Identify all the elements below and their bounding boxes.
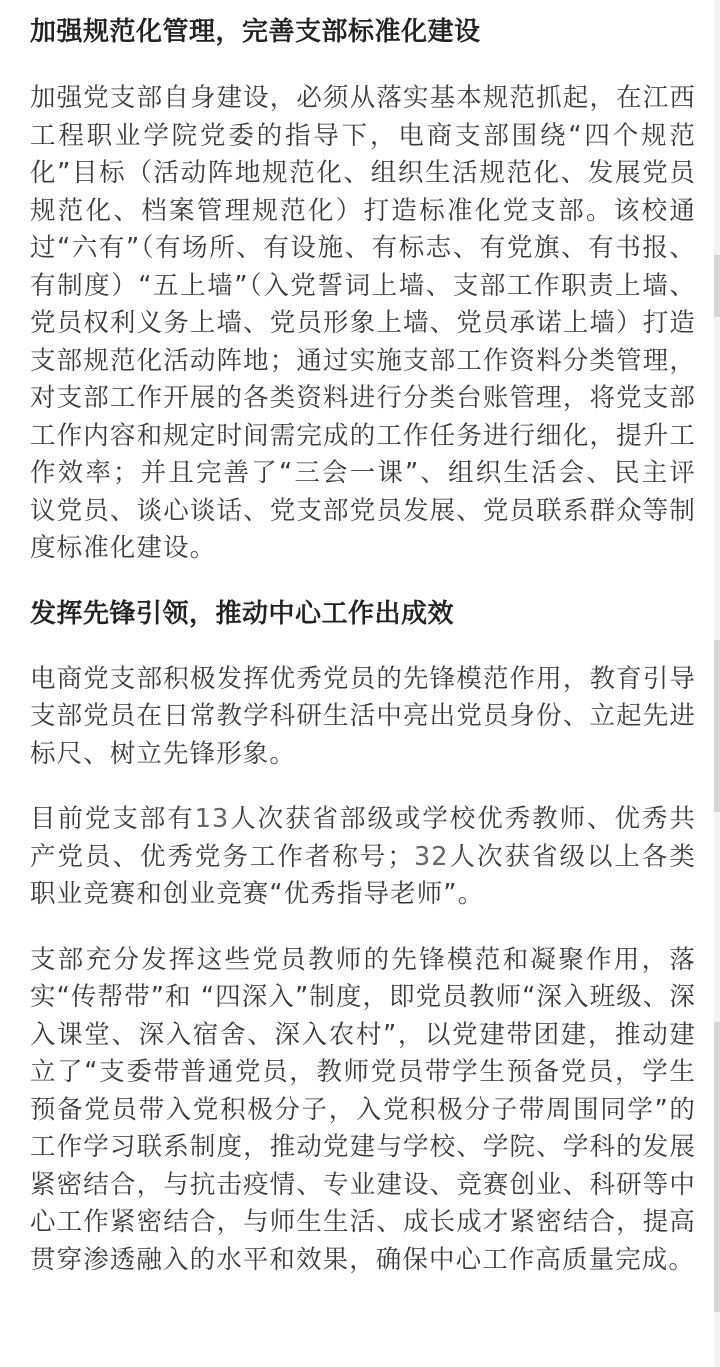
scrollbar-segment (714, 255, 720, 317)
section-heading-vanguard: 发挥先锋引领，推动中心工作出成效 (30, 598, 455, 629)
awards-text-c: 人次获省级以上各类职业竞赛和创业竞赛“优秀指导老师”。 (30, 841, 697, 909)
section-heading-standardization: 加强规范化管理，完善支部标准化建设 (30, 17, 481, 47)
awards-count-teachers: 13 (194, 804, 230, 834)
awards-count-advisors: 32 (413, 841, 449, 872)
awards-text-a: 目前党支部有 (30, 804, 195, 834)
scrollbar-track[interactable] (714, 0, 720, 1367)
paragraph-awards (30, 801, 696, 914)
paragraph-vanguard-role: 电商党支部积极发挥优秀党员的先锋模范作用，教育引导支部党员在日常教学科研生活中亮出党员身份、立起先进标尺、树立先锋形象。 (30, 663, 696, 769)
paragraph-mentorship: 支部充分发挥这些党员教师的先锋模范和凝聚作用，落实“传帮带”和 “四深入”制度，即党员教师“深入班级、深入课堂、深入宿舍、深入农村”，以党建带团建，推动建立了“支委带普通党员，教师党员带学生预备党员，学生预备党员带入党积极分子，入党积极分子带周围同学”的工作学习联系制度，推动党建与学校、学院、学科的发展紧密结合，与抗击疫情、专业建设、竞赛创业、科研等中心工作紧密结合，与师生生活、成长成才紧密结合，提高贯穿渗透融入的水平和效果，确保中心工作高质量完成。 (30, 944, 696, 1275)
article-body (30, 0, 696, 1279)
awards-text-b: 人次获省部级或学校优秀教师、优秀共产党员、优秀党务工作者称号； (30, 804, 696, 872)
scrollbar-segment (714, 1022, 720, 1312)
scrollbar-thumb[interactable] (714, 640, 720, 812)
paragraph-standardization: 加强党支部自身建设，必须从落实基本规范抓起，在江西工程职业学院党委的指导下，电商支部围绕“四个规范化”目标（活动阵地规范化、组织生活规范化、发展党员规范化、档案管理规范化）打造标准化党支部。该校通过“六有”（有场所、有设施、有标志、有党旗、有书报、有制度）“五上墙”（入党誓词上墙、支部工作职责上墙、党员权利义务上墙、党员形象上墙、党员承诺上墙）打造支部规范化活动阵地；通过实施支部工作资料分类管理，对支部工作开展的各类资料进行分类台账管理，将党支部工作内容和规定时间需完成的工作任务进行细化，提升工作效率；并且完善了“三会一课”、组织生活会、民主评议党员、谈心谈话、党支部党员发展、党员联系群众等制度标准化建设。 (30, 83, 696, 563)
